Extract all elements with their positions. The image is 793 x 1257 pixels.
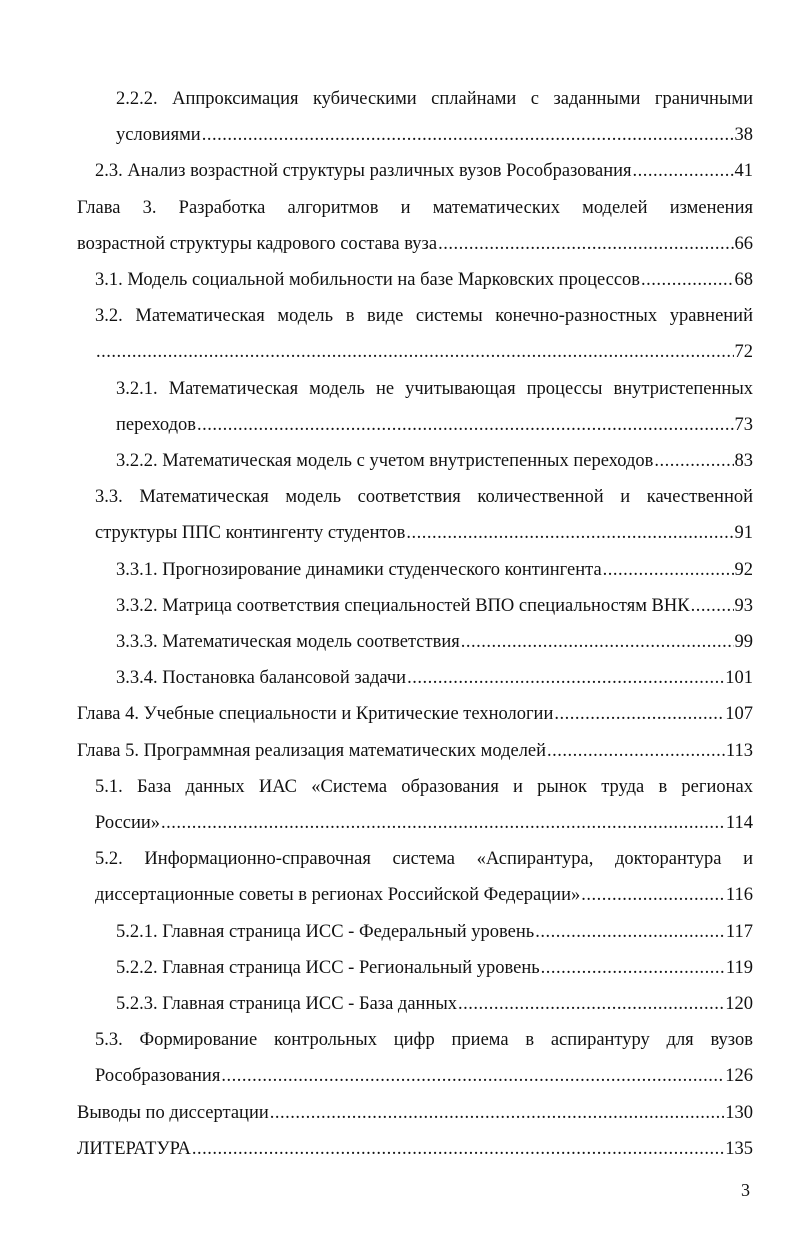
dot-leader: [438, 226, 733, 262]
toc-entry-text: переходов: [116, 414, 196, 435]
dot-leader: [541, 950, 725, 986]
toc-entry-text: Глава 4. Учебные специальности и Критические технологии: [77, 704, 554, 725]
toc-entry-3-2-1: [116, 371, 753, 443]
dot-leader: [654, 443, 733, 479]
dot-leader: [96, 334, 734, 370]
dot-leader: [221, 1058, 724, 1094]
toc-entry-text: Глава 3. Разработка алгоритмов и математических моделей изменения: [77, 197, 753, 218]
dot-leader: [458, 986, 724, 1022]
toc-entry-2-2-2: [116, 81, 753, 153]
toc-entry-text: Глава 5. Программная реализация математических моделей: [77, 740, 547, 761]
toc-entry-conclusions: [77, 1095, 753, 1131]
toc-entry-text: 3.3. Математическая модель соответствия количественной и качественной: [95, 487, 753, 508]
toc-entry-chapter-5: [77, 733, 753, 769]
toc-entry-3-2: [95, 298, 753, 370]
toc-page-number: 66: [734, 233, 753, 254]
toc-page-number: 114: [725, 813, 753, 834]
dot-leader: [461, 624, 734, 660]
toc-page-number: 68: [734, 270, 753, 291]
toc-page-number: 117: [725, 921, 753, 942]
toc-entry-text: 5.1. База данных ИАС «Система образования и рынок труда в регионах: [95, 776, 753, 797]
dot-leader: [581, 877, 725, 913]
toc-entry-text: Выводы по диссертации: [77, 1102, 269, 1123]
toc-page-number: 83: [734, 451, 753, 472]
toc-page-number: 126: [725, 1066, 753, 1087]
toc-page-number: 99: [734, 632, 753, 653]
toc-entry-5-2: [95, 841, 753, 913]
toc-entry-text: 3.1. Модель социальной мобильности на базе Марковских процессов: [95, 270, 641, 291]
toc-entry-chapter-3: [77, 190, 753, 262]
toc-entry-3-3: [95, 479, 753, 551]
toc-page-number: 135: [725, 1138, 753, 1159]
toc-entry-text: 5.2.2. Главная страница ИСС - Региональный уровень: [116, 957, 540, 978]
toc-entry-3-3-3: [116, 624, 753, 660]
toc-entry-text: 2.2.2. Аппроксимация кубическими сплайнами с заданными граничными: [116, 89, 753, 109]
toc-page-number: 130: [725, 1102, 753, 1123]
toc-entry-3-1: [95, 262, 753, 298]
toc-page-number: 101: [725, 668, 753, 689]
dot-leader: [603, 552, 734, 588]
toc-page-number: 91: [734, 523, 753, 544]
toc-entry-text: 3.2.1. Математическая модель не учитывающая процессы внутристепенных: [116, 378, 753, 399]
dot-leader: [641, 262, 733, 298]
dot-leader: [270, 1095, 725, 1131]
toc-entry-text: Рособразования: [95, 1066, 221, 1087]
toc-entry-text: возрастной структуры кадрового состава вуза: [77, 233, 438, 254]
page-number: 3: [741, 1180, 750, 1200]
dot-leader: [535, 914, 725, 950]
toc-entry-text: ЛИТЕРАТУРА: [77, 1138, 191, 1159]
toc-entry-text: диссертационные советы в регионах Российской Федерации»: [95, 885, 581, 906]
toc-entry-text: 5.2.1. Главная страница ИСС - Федеральный уровень: [116, 921, 535, 942]
toc-page-number: 92: [734, 559, 753, 580]
toc-entry-text: 5.2. Информационно-справочная система «Аспирантура, докторантура и: [95, 849, 753, 870]
dot-leader: [161, 805, 725, 841]
toc-entry-2-3: [95, 153, 753, 189]
toc-entry-5-1: [95, 769, 753, 841]
dot-leader: [633, 153, 734, 189]
dot-leader: [407, 660, 724, 696]
dot-leader: [202, 117, 734, 153]
dot-leader: [192, 1131, 724, 1167]
toc-entry-text: 2.3. Анализ возрастной структуры различных вузов Рособразования: [95, 161, 632, 182]
toc-entry-3-3-1: [116, 552, 753, 588]
dot-leader: [547, 733, 725, 769]
toc-entry-text: 3.3.3. Математическая модель соответствия: [116, 632, 460, 653]
toc-entry-literature: [77, 1131, 753, 1167]
dot-leader: [691, 588, 734, 624]
toc-entry-text: 3.2.2. Математическая модель с учетом внутристепенных переходов: [116, 451, 654, 472]
toc-page-number: 73: [734, 414, 753, 435]
dot-leader: [197, 407, 734, 443]
toc-entry-chapter-4: [77, 696, 753, 732]
toc-entry-5-3: [95, 1022, 753, 1094]
toc-page-number: 72: [734, 342, 753, 363]
toc-entry-3-2-2: [116, 443, 753, 479]
table-of-contents: [77, 81, 753, 1167]
toc-entry-3-3-2: [116, 588, 753, 624]
toc-page-number: 41: [734, 161, 753, 182]
dot-leader: [406, 515, 733, 551]
toc-entry-text: 3.2. Математическая модель в виде системы конечно-разностных уравнений: [95, 306, 753, 327]
toc-entry-text: 5.3. Формирование контрольных цифр приема в аспирантуру для вузов: [95, 1030, 753, 1051]
toc-page-number: 38: [734, 125, 753, 146]
toc-entry-text: структуры ППС контингенту студентов: [95, 523, 406, 544]
toc-entry-5-2-2: [116, 950, 753, 986]
toc-entry-text: 3.3.2. Матрица соответствия специальностей ВПО специальностям ВНК: [116, 595, 690, 616]
toc-entry-text: России»: [95, 813, 161, 834]
toc-page-number: 116: [725, 885, 753, 906]
toc-page-number: 119: [725, 957, 753, 978]
toc-page-number: 107: [725, 704, 753, 725]
toc-entry-3-3-4: [116, 660, 753, 696]
toc-entry-text: 3.3.1. Прогнозирование динамики студенческого контингента: [116, 559, 602, 580]
toc-entry-text: 3.3.4. Постановка балансовой задачи: [116, 668, 407, 689]
toc-page-number: 93: [734, 595, 753, 616]
toc-page-number: 120: [725, 994, 753, 1015]
toc-entry-text: условиями: [116, 125, 201, 146]
toc-entry-5-2-3: [116, 986, 753, 1022]
toc-page-number: 113: [725, 740, 753, 761]
dot-leader: [554, 696, 724, 732]
toc-entry-5-2-1: [116, 914, 753, 950]
toc-entry-text: 5.2.3. Главная страница ИСС - База данных: [116, 994, 458, 1015]
